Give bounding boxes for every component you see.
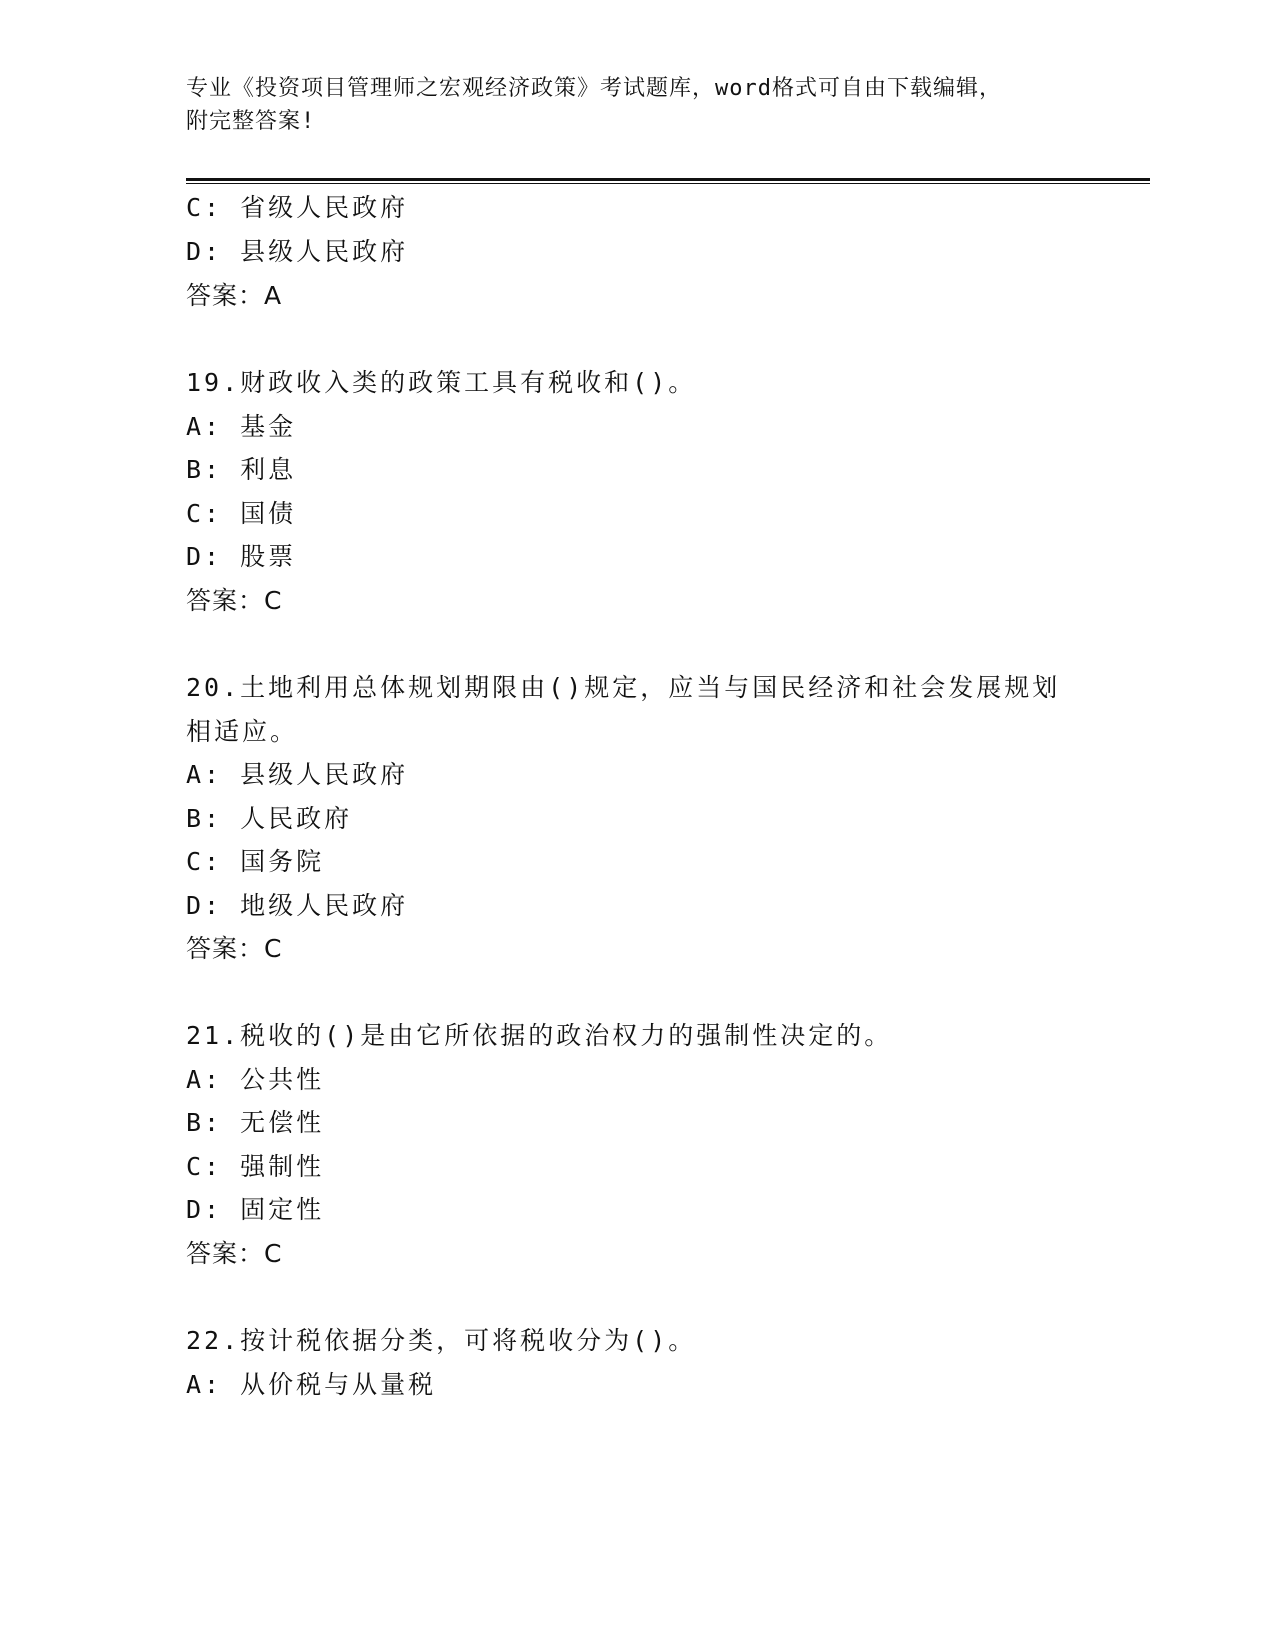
q19-answer: 答案：C [186, 586, 283, 615]
q21-option-d: D: 固定性 [186, 1195, 325, 1224]
q21-option-b: B: 无偿性 [186, 1108, 325, 1137]
header-line-1: 专业《投资项目管理师之宏观经济政策》考试题库，word格式可自由下载编辑， [186, 76, 1002, 101]
q22-question: 22.按计税依据分类，可将税收分为()。 [186, 1326, 697, 1355]
q18-answer: 答案：A [186, 281, 283, 310]
q19-option-b: B: 利息 [186, 455, 297, 484]
q20-question-line-2: 相适应。 [186, 717, 299, 746]
q20-option-b: B: 人民政府 [186, 804, 353, 833]
q18-option-c: C: 省级人民政府 [186, 193, 409, 222]
header-divider-thin [186, 183, 1150, 184]
q19-option-c: C: 国债 [186, 499, 297, 528]
q22-option-a: A: 从价税与从量税 [186, 1370, 437, 1399]
header-divider-thick [186, 178, 1150, 181]
q21-question: 21.税收的()是由它所依据的政治权力的强制性决定的。 [186, 1021, 893, 1050]
q19-option-d: D: 股票 [186, 542, 297, 571]
q20-question-line-1: 20.土地利用总体规划期限由()规定，应当与国民经济和社会发展规划 [186, 673, 1061, 702]
q20-option-a: A: 县级人民政府 [186, 760, 409, 789]
header-line-2: 附完整答案! [186, 109, 316, 134]
q20-option-d: D: 地级人民政府 [186, 891, 409, 920]
q18-option-d: D: 县级人民政府 [186, 237, 409, 266]
q21-answer: 答案：C [186, 1239, 283, 1268]
q21-option-a: A: 公共性 [186, 1065, 325, 1094]
document-header [186, 72, 1086, 138]
q19-question: 19.财政收入类的政策工具有税收和()。 [186, 368, 697, 397]
q19-option-a: A: 基金 [186, 412, 297, 441]
q21-option-c: C: 强制性 [186, 1152, 325, 1181]
q20-answer: 答案：C [186, 934, 283, 963]
q20-option-c: C: 国务院 [186, 847, 325, 876]
